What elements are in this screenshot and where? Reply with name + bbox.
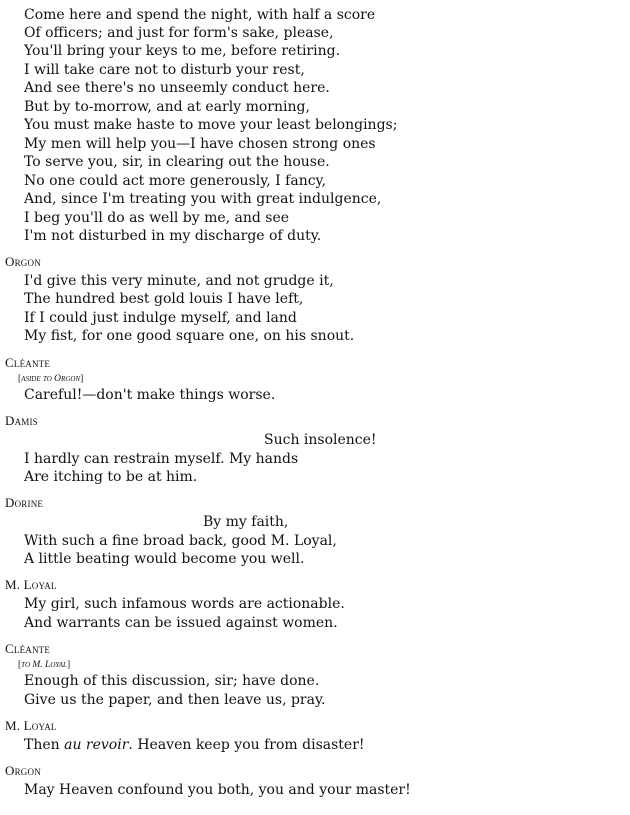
verse-line: The hundred best gold louis I have left,: [24, 291, 304, 307]
speaker-name: Cléante: [5, 355, 51, 370]
stage-direction: [to M. Loyal]: [18, 660, 71, 670]
verse-line: Give us the paper, and then leave us, pray.: [24, 692, 326, 708]
verse-line: Careful!—don't make things worse.: [24, 387, 276, 403]
verse-line: Come here and spend the night, with half a score: [24, 7, 376, 23]
speaker-name: Cléante: [5, 641, 51, 656]
speaker-name: M. Loyal: [5, 718, 57, 733]
verse-line: Of officers; and just for form's sake, please,: [24, 25, 334, 41]
verse-line: My fist, for one good square one, on his snout.: [24, 328, 355, 344]
speaker-name: Damis: [5, 413, 38, 428]
speaker-name: Orgon: [5, 254, 41, 269]
verse-line: I'd give this very minute, and not grudge it,: [24, 273, 334, 289]
verse-line: And, since I'm treating you with great indulgence,: [24, 191, 382, 207]
verse-line: A little beating would become you well.: [24, 551, 305, 567]
verse-line: And see there's no unseemly conduct here.: [24, 80, 330, 96]
verse-line: Enough of this discussion, sir; have done.: [24, 673, 320, 689]
verse-line: If I could just indulge myself, and land: [24, 310, 297, 326]
speaker-name: Orgon: [5, 763, 41, 778]
verse-line: With such a fine broad back, good M. Loyal,: [24, 533, 337, 549]
verse-line: My men will help you—I have chosen strong ones: [24, 136, 376, 152]
verse-line: May Heaven confound you both, you and your master!: [24, 782, 411, 798]
speaker-name: M. Loyal: [5, 577, 57, 592]
verse-line: I hardly can restrain myself. My hands: [24, 451, 299, 467]
stage-direction: [aside to Orgon]: [18, 374, 84, 384]
verse-line: No one could act more generously, I fancy,: [24, 173, 327, 189]
verse-line: Then au revoir. Heaven keep you from disaster!: [24, 737, 365, 753]
verse-line: Are itching to be at him.: [24, 469, 198, 485]
verse-line: You'll bring your keys to me, before retiring.: [24, 43, 341, 59]
verse-line: My girl, such infamous words are actionable.: [24, 596, 345, 612]
verse-line: And warrants can be issued against women.: [24, 615, 338, 631]
verse-line: By my faith,: [203, 514, 289, 530]
verse-line: I'm not disturbed in my discharge of duty.: [24, 228, 322, 244]
verse-line: Such insolence!: [264, 432, 377, 448]
verse-line: I beg you'll do as well by me, and see: [24, 210, 290, 226]
verse-line: You must make haste to move your least belongings;: [24, 117, 398, 133]
verse-line: But by to-morrow, and at early morning,: [24, 99, 310, 115]
speaker-name: Dorine: [5, 495, 44, 510]
verse-line: To serve you, sir, in clearing out the house.: [24, 154, 330, 170]
verse-line: I will take care not to disturb your rest,: [24, 62, 305, 78]
